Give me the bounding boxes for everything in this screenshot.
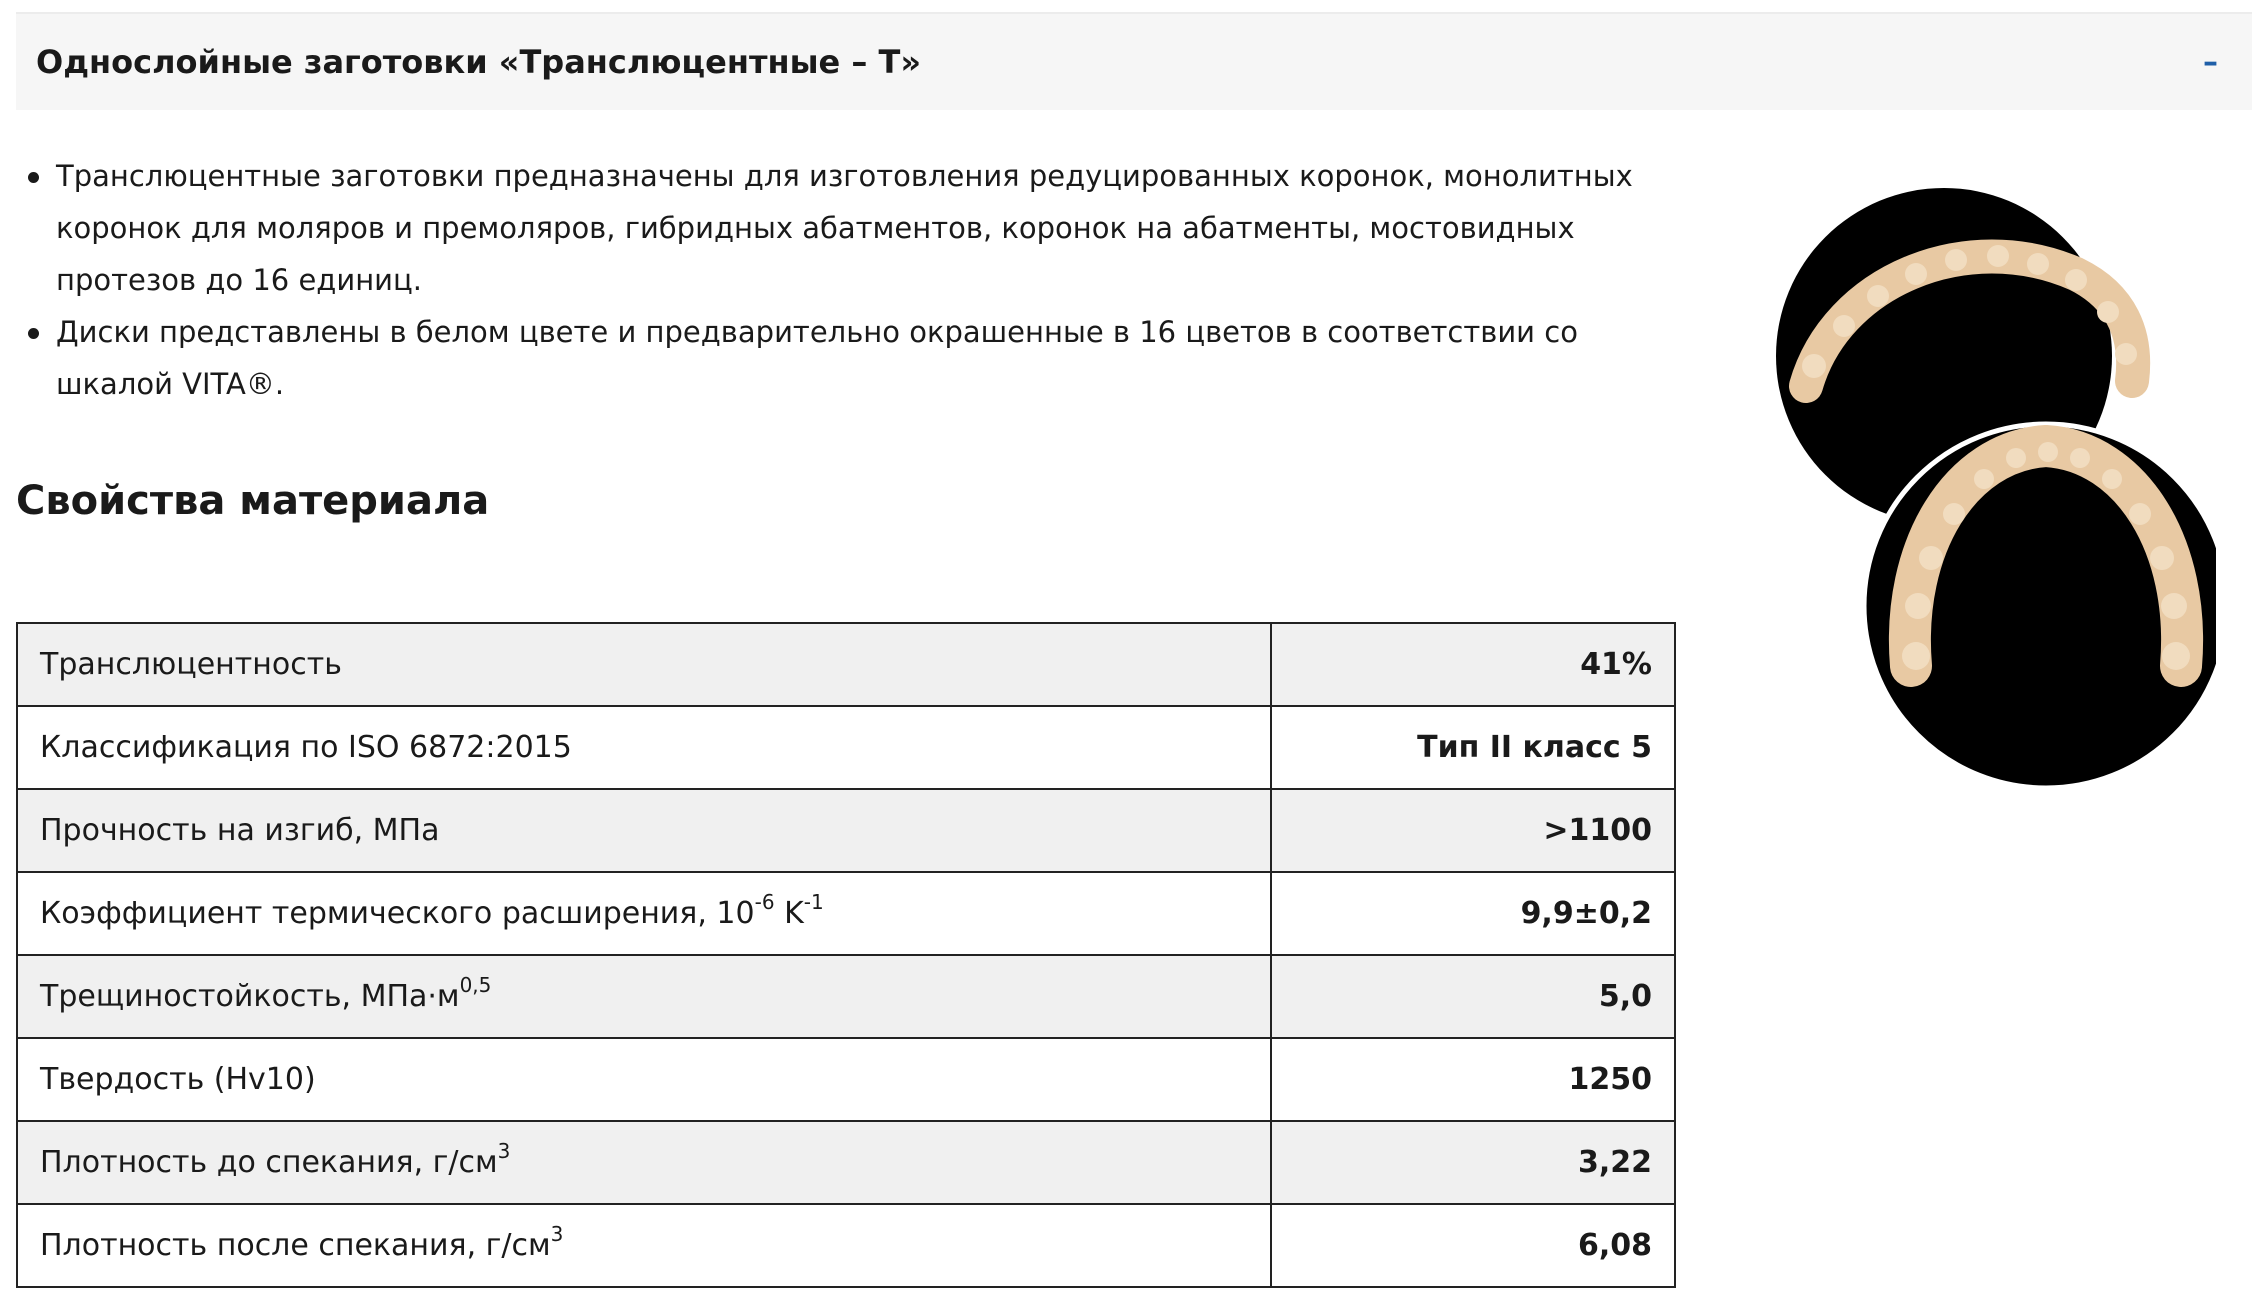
- property-value: >1100: [1271, 789, 1675, 872]
- property-name: Твердость (Hv10): [17, 1038, 1271, 1121]
- property-value: 1250: [1271, 1038, 1675, 1121]
- property-name: Трещиностойкость, $МПа\cdot м^{0,5}$: [17, 955, 1271, 1038]
- property-name: Плотность после спекания, $г/см^3$: [17, 1204, 1271, 1287]
- property-name: Коэффициент термического расширения, $10^{-6}$ $K^{-1}$: [17, 872, 1271, 955]
- property-name: Плотность до спекания, $г/см^3$: [17, 1121, 1271, 1204]
- property-name: Транслюцентность: [17, 623, 1271, 706]
- accordion-title: Однослойные заготовки «Транслюцентные – Т»: [36, 43, 922, 81]
- property-name: Классификация по ISO 6872:2015: [17, 706, 1271, 789]
- table-row: [17, 1204, 1675, 1287]
- property-value: 3,22: [1271, 1121, 1675, 1204]
- table-row: [17, 955, 1675, 1038]
- table-row: [17, 1038, 1675, 1121]
- list-item: Диски представлены в белом цвете и предварительно окрашенные в 16 цветов в соответствии со шкалой VITA®.: [26, 306, 1666, 410]
- table-row: [17, 623, 1675, 706]
- accordion-header[interactable]: [16, 12, 2252, 110]
- dental-bridge-photo: [1776, 186, 2216, 786]
- property-value: 41%: [1271, 623, 1675, 706]
- section-title: Свойства материала: [16, 478, 490, 524]
- property-value: 9,9±0,2: [1271, 872, 1675, 955]
- property-value: 5,0: [1271, 955, 1675, 1038]
- table-row: [17, 872, 1675, 955]
- description-list: [26, 150, 1666, 410]
- property-value: Тип II класс 5: [1271, 706, 1675, 789]
- table-row: [17, 1121, 1675, 1204]
- property-value: 6,08: [1271, 1204, 1675, 1287]
- list-item: Транслюцентные заготовки предназначены для изготовления редуцированных коронок, монолитных коронок для моляров и премоляров, гибридных абатментов, коронок на абатменты, мостовидных протезов до 16 единиц.: [26, 150, 1666, 306]
- collapse-toggle-icon[interactable]: –: [2203, 44, 2218, 80]
- table-row: [17, 789, 1675, 872]
- property-name: Прочность на изгиб, МПа: [17, 789, 1271, 872]
- properties-table: [16, 622, 1676, 1288]
- table-row: [17, 706, 1675, 789]
